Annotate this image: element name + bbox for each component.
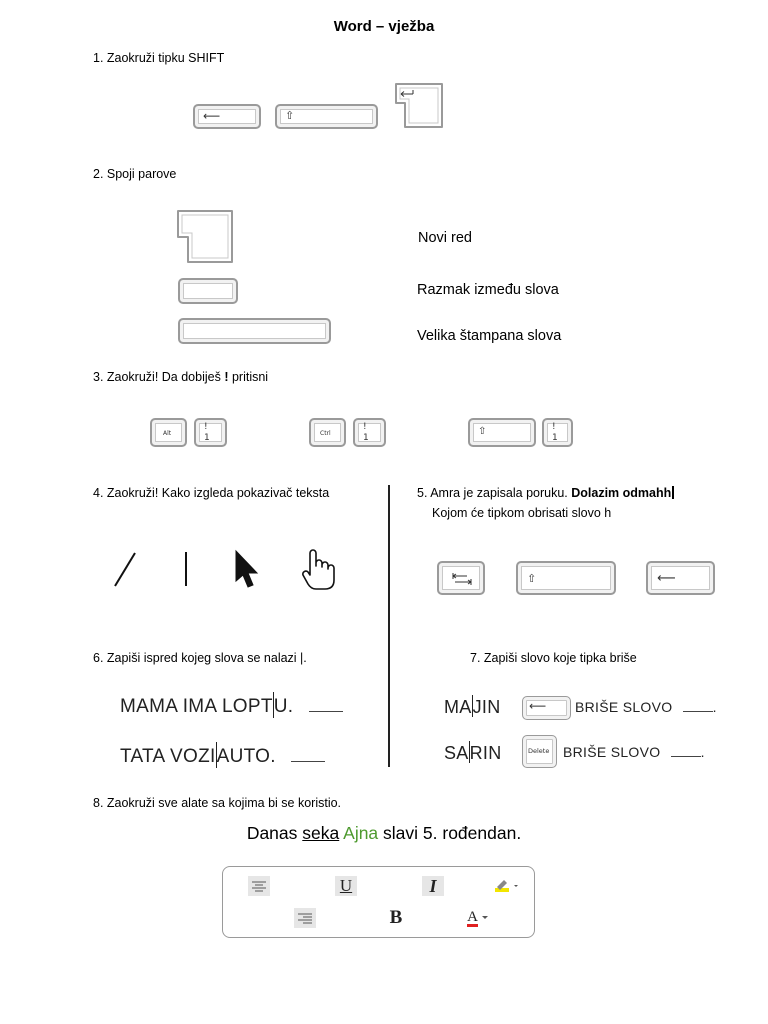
answer-blank[interactable] [309,711,343,712]
text-cursor [672,486,674,499]
option-space-between-letters: Razmak između slova [417,282,559,298]
question-5-line-1: 5. Amra je zapisala poruku. Dolazim odmahh [417,486,674,500]
bold-icon[interactable]: B [385,908,407,928]
shift-arrow-icon: ⇧ [285,109,295,122]
worksheet-title: Word – vježba [333,18,435,35]
one-key-c: ! 1 [542,418,573,447]
delete-key: Delete [522,735,557,768]
italic-icon[interactable]: I [422,876,444,896]
align-center-icon[interactable] [248,876,270,896]
question-2: 2. Spoji parove [93,167,177,181]
brise-label-2: BRIŠE SLOVO . [563,744,705,760]
column-divider [388,485,390,767]
word-row-2: SARIN [444,743,502,763]
question-6: 6. Zapiši ispred kojeg slova se nalazi |. [93,651,307,665]
font-color-icon[interactable]: A [462,908,494,928]
option-new-line: Novi red [418,230,472,246]
formatting-toolbox [222,866,535,938]
enter-key-large [176,209,234,264]
one-key-a: ! 1 [194,418,227,447]
question-1: 1. Zaokruži tipku SHIFT [93,51,225,65]
backspace-key-q7 [522,696,571,720]
underline-icon[interactable]: U [335,876,357,896]
sentence-row-1: MAMA IMA LOPTU. [120,692,343,718]
tab-arrows-icon [451,571,473,587]
option-capital-letters: Velika štampana slova [417,328,562,344]
hand-pointer-icon [300,548,338,592]
i-beam-cursor-icon [180,550,192,590]
example-sentence: Danas seka Ajna slavi 5. rođendan. [246,823,522,843]
tab-key [437,561,485,595]
answer-blank[interactable] [291,761,325,762]
enter-key [393,81,445,130]
shift-key [275,104,378,129]
arrow-left-icon: ⟵ [657,571,676,586]
question-7: 7. Zapiši slovo koje tipka briše [470,651,637,665]
spacebar-key [178,318,331,344]
shift-arrow-icon: ⇧ [527,572,537,585]
blank-key-small [178,278,238,304]
slash-cursor-icon [110,550,140,590]
answer-blank[interactable] [671,756,701,757]
ctrl-key: Ctrl [309,418,346,447]
arrow-left-icon: ⟵ [203,109,221,123]
sentence-row-2: TATA VOZIAUTO. [120,742,325,768]
answer-blank[interactable] [683,711,713,712]
shift-key-small [468,418,536,447]
question-5-line-2: Kojom će tipkom obrisati slovo h [432,506,612,520]
shift-key-q5 [516,561,616,595]
arrow-pointer-icon [232,549,260,591]
question-8: 8. Zaokruži sve alate sa kojima bi se koristio. [93,796,342,810]
question-3: 3. Zaokruži! Da dobiješ ! pritisni [93,370,269,384]
backspace-key-q5 [646,561,715,595]
shift-arrow-icon: ⇧ [478,426,487,437]
alt-key: Alt [150,418,187,447]
word-row-1: MAJIN [444,697,501,717]
brise-label-1: BRIŠE SLOVO . [575,699,717,715]
arrow-left-icon: ⟵ [529,699,547,713]
question-4: 4. Zaokruži! Kako izgleda pokazivač teksta [93,486,330,500]
align-right-icon[interactable] [294,908,316,928]
one-key-b: ! 1 [353,418,386,447]
backspace-key [193,104,261,129]
highlight-color-icon[interactable] [492,876,522,896]
